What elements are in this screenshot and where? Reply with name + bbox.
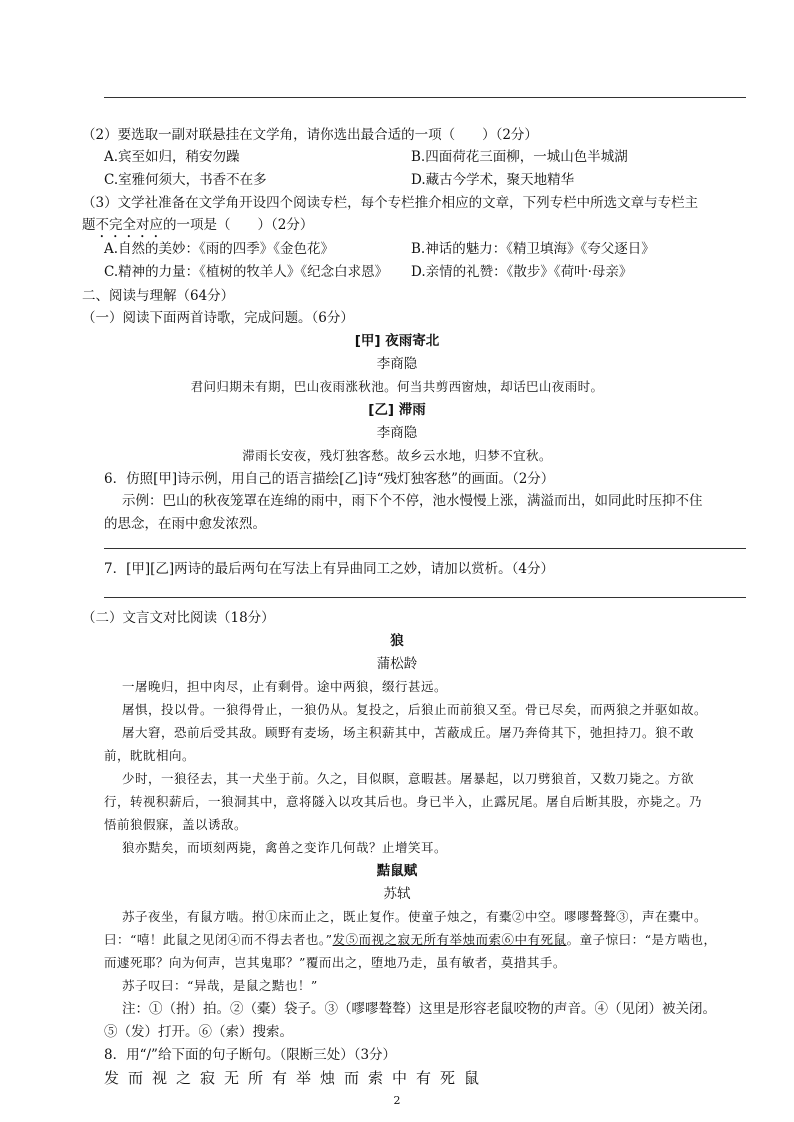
q7-stem: 7．[甲][乙]两诗的最后两句在写法上有异曲同工之妙，请加以赏析。（4分）: [104, 561, 554, 577]
part-heading: （二）文言文对比阅读（18分）: [82, 610, 275, 626]
annotation-line: 注：①（拊）拍。②（橐）袋子。③（嘐嘐聱聱）这里是形容老鼠咬物的声音。④（见闭）被关闭。: [122, 1001, 716, 1017]
text1-paragraph: 狼亦黠矣，而顷刻两毙，禽兽之变诈几何哉？止增笑耳。: [122, 840, 448, 855]
q2-option-d: D.藏古今学术，聚天地精华: [411, 172, 575, 188]
poem1-text: 君问归期未有期，巴山夜雨涨秋池。何当共剪西窗烛，却话巴山夜雨时。: [190, 379, 604, 394]
text1-title: 狼: [390, 633, 404, 649]
q3-stem-line1: （3）文学社准备在文学角开设四个阅读专栏，每个专栏推介相应的文章，下列专栏中所选文章与专栏主: [82, 195, 699, 211]
text2-author: 苏轼: [383, 886, 411, 902]
text2-paragraph: 苏子叹曰：“异哉，是鼠之黠也！”: [122, 978, 318, 993]
poem2-title: [乙] 滞雨: [368, 402, 426, 418]
q3-option-b: B.神话的魅力：《精卫填海》《夸父逐日》: [411, 241, 655, 257]
q6-stem: 6．仿照[甲]诗示例，用自己的语言描绘[乙]诗“残灯独客愁”的画面。（2分）: [104, 471, 555, 487]
text2-title: 黠鼠赋: [376, 863, 418, 879]
q8-stem: 8．用“/”给下面的句子断句。（限断三处）（3分）: [104, 1047, 397, 1063]
annotation-line: ⑤（发）打开。⑥（索）搜索。: [104, 1024, 293, 1040]
text1-paragraph: 屠惧，投以骨。一狼得骨止，一狼仍从。复投之，后狼止而前狼又至。骨已尽矣，而两狼之并驱如故。: [122, 702, 708, 717]
q2-option-c: C.室雅何须大，书香不在多: [104, 172, 267, 188]
page-number: 2: [393, 1094, 401, 1107]
text1-paragraph: 一屠晚归，担中肉尽，止有剩骨。途中两狼，缀行甚远。: [122, 679, 448, 694]
section-heading: 二、阅读与理解（64分）: [82, 288, 235, 304]
poem1-author: 李商隐: [376, 356, 418, 372]
emphasis-text: 不完全对应: [95, 217, 163, 233]
answer-line: [104, 97, 746, 98]
text1-author: 蒲松龄: [376, 656, 418, 672]
poem1-title: [甲] 夜雨寄北: [354, 333, 440, 349]
underlined-sentence: 发⑤而视之寂无所有举烛而索⑥中有死鼠: [332, 932, 567, 947]
q8-sentence[interactable]: 发而视之寂无所有举烛而索中有死鼠: [104, 1069, 489, 1087]
text2-paragraph: 曰：“嘻！此鼠之见闭④而不得去者也。”发⑤而视之寂无所有举烛而索⑥中有死鼠。童子惊曰：“是方啮也，: [104, 932, 717, 947]
poem2-author: 李商隐: [376, 425, 418, 441]
poem2-text: 滞雨长安夜，残灯独客愁。故乡云水地，归梦不宜秋。: [242, 448, 552, 463]
q3-option-a: A.自然的美妙：《雨的四季》《金色花》: [104, 241, 335, 257]
text2-paragraph: 苏子夜坐，有鼠方啮。拊①床而止之，既止复作。使童子烛之，有橐②中空。嘐嘐聱聱③，声在橐中。: [122, 909, 708, 924]
q3-option-d: D.亲情的礼赞：《散步》《荷叶·母亲》: [411, 264, 633, 280]
text1-paragraph: 行，转视积薪后，一狼洞其中，意将隧入以攻其后也。身已半入，止露尻尾。屠自后断其股，亦毙之。乃: [104, 794, 703, 809]
q6-example-line1: 示例：巴山的秋夜笼罩在连绵的雨中，雨下个不停，池水慢慢上涨，满溢而出，如同此时压抑不住: [122, 493, 703, 509]
q3-stem-line2: 题不完全对应的一项是（ ）（2分）: [82, 217, 314, 233]
text2-paragraph: 而遽死耶？向为何声，岂其鬼耶？”覆而出之，堕地乃走，虽有敏者，莫措其手。: [104, 955, 566, 970]
text1-paragraph: 悟前狼假寐，盖以诱敌。: [104, 817, 248, 832]
q6-example-line2: 的思念，在雨中愈发浓烈。: [104, 516, 266, 532]
q3-option-c: C.精神的力量：《植树的牧羊人》《纪念白求恩》: [104, 264, 389, 280]
q2-option-b: B.四面荷花三面柳，一城山色半城湖: [411, 149, 628, 165]
text1-paragraph: 少时，一狼径去，其一犬坐于前。久之，目似瞑，意暇甚。屠暴起，以刀劈狼首，又数刀毙之。方欲: [122, 771, 695, 786]
part-heading: （一）阅读下面两首诗歌，完成问题。（6分）: [82, 310, 354, 326]
answer-line[interactable]: [104, 548, 746, 549]
q2-option-a: A.宾至如归，稍安勿躁: [104, 149, 240, 165]
text1-paragraph: 前，眈眈相向。: [104, 748, 196, 763]
answer-line[interactable]: [104, 597, 746, 598]
q2-stem: （2）要选取一副对联悬挂在文学角，请你选出最合适的一项（ ）（2分）: [82, 127, 538, 143]
text1-paragraph: 屠大窘，恐前后受其敌。顾野有麦场，场主积薪其中，苫蔽成丘。屠乃奔倚其下，弛担持刀。狼不敢: [122, 725, 695, 740]
